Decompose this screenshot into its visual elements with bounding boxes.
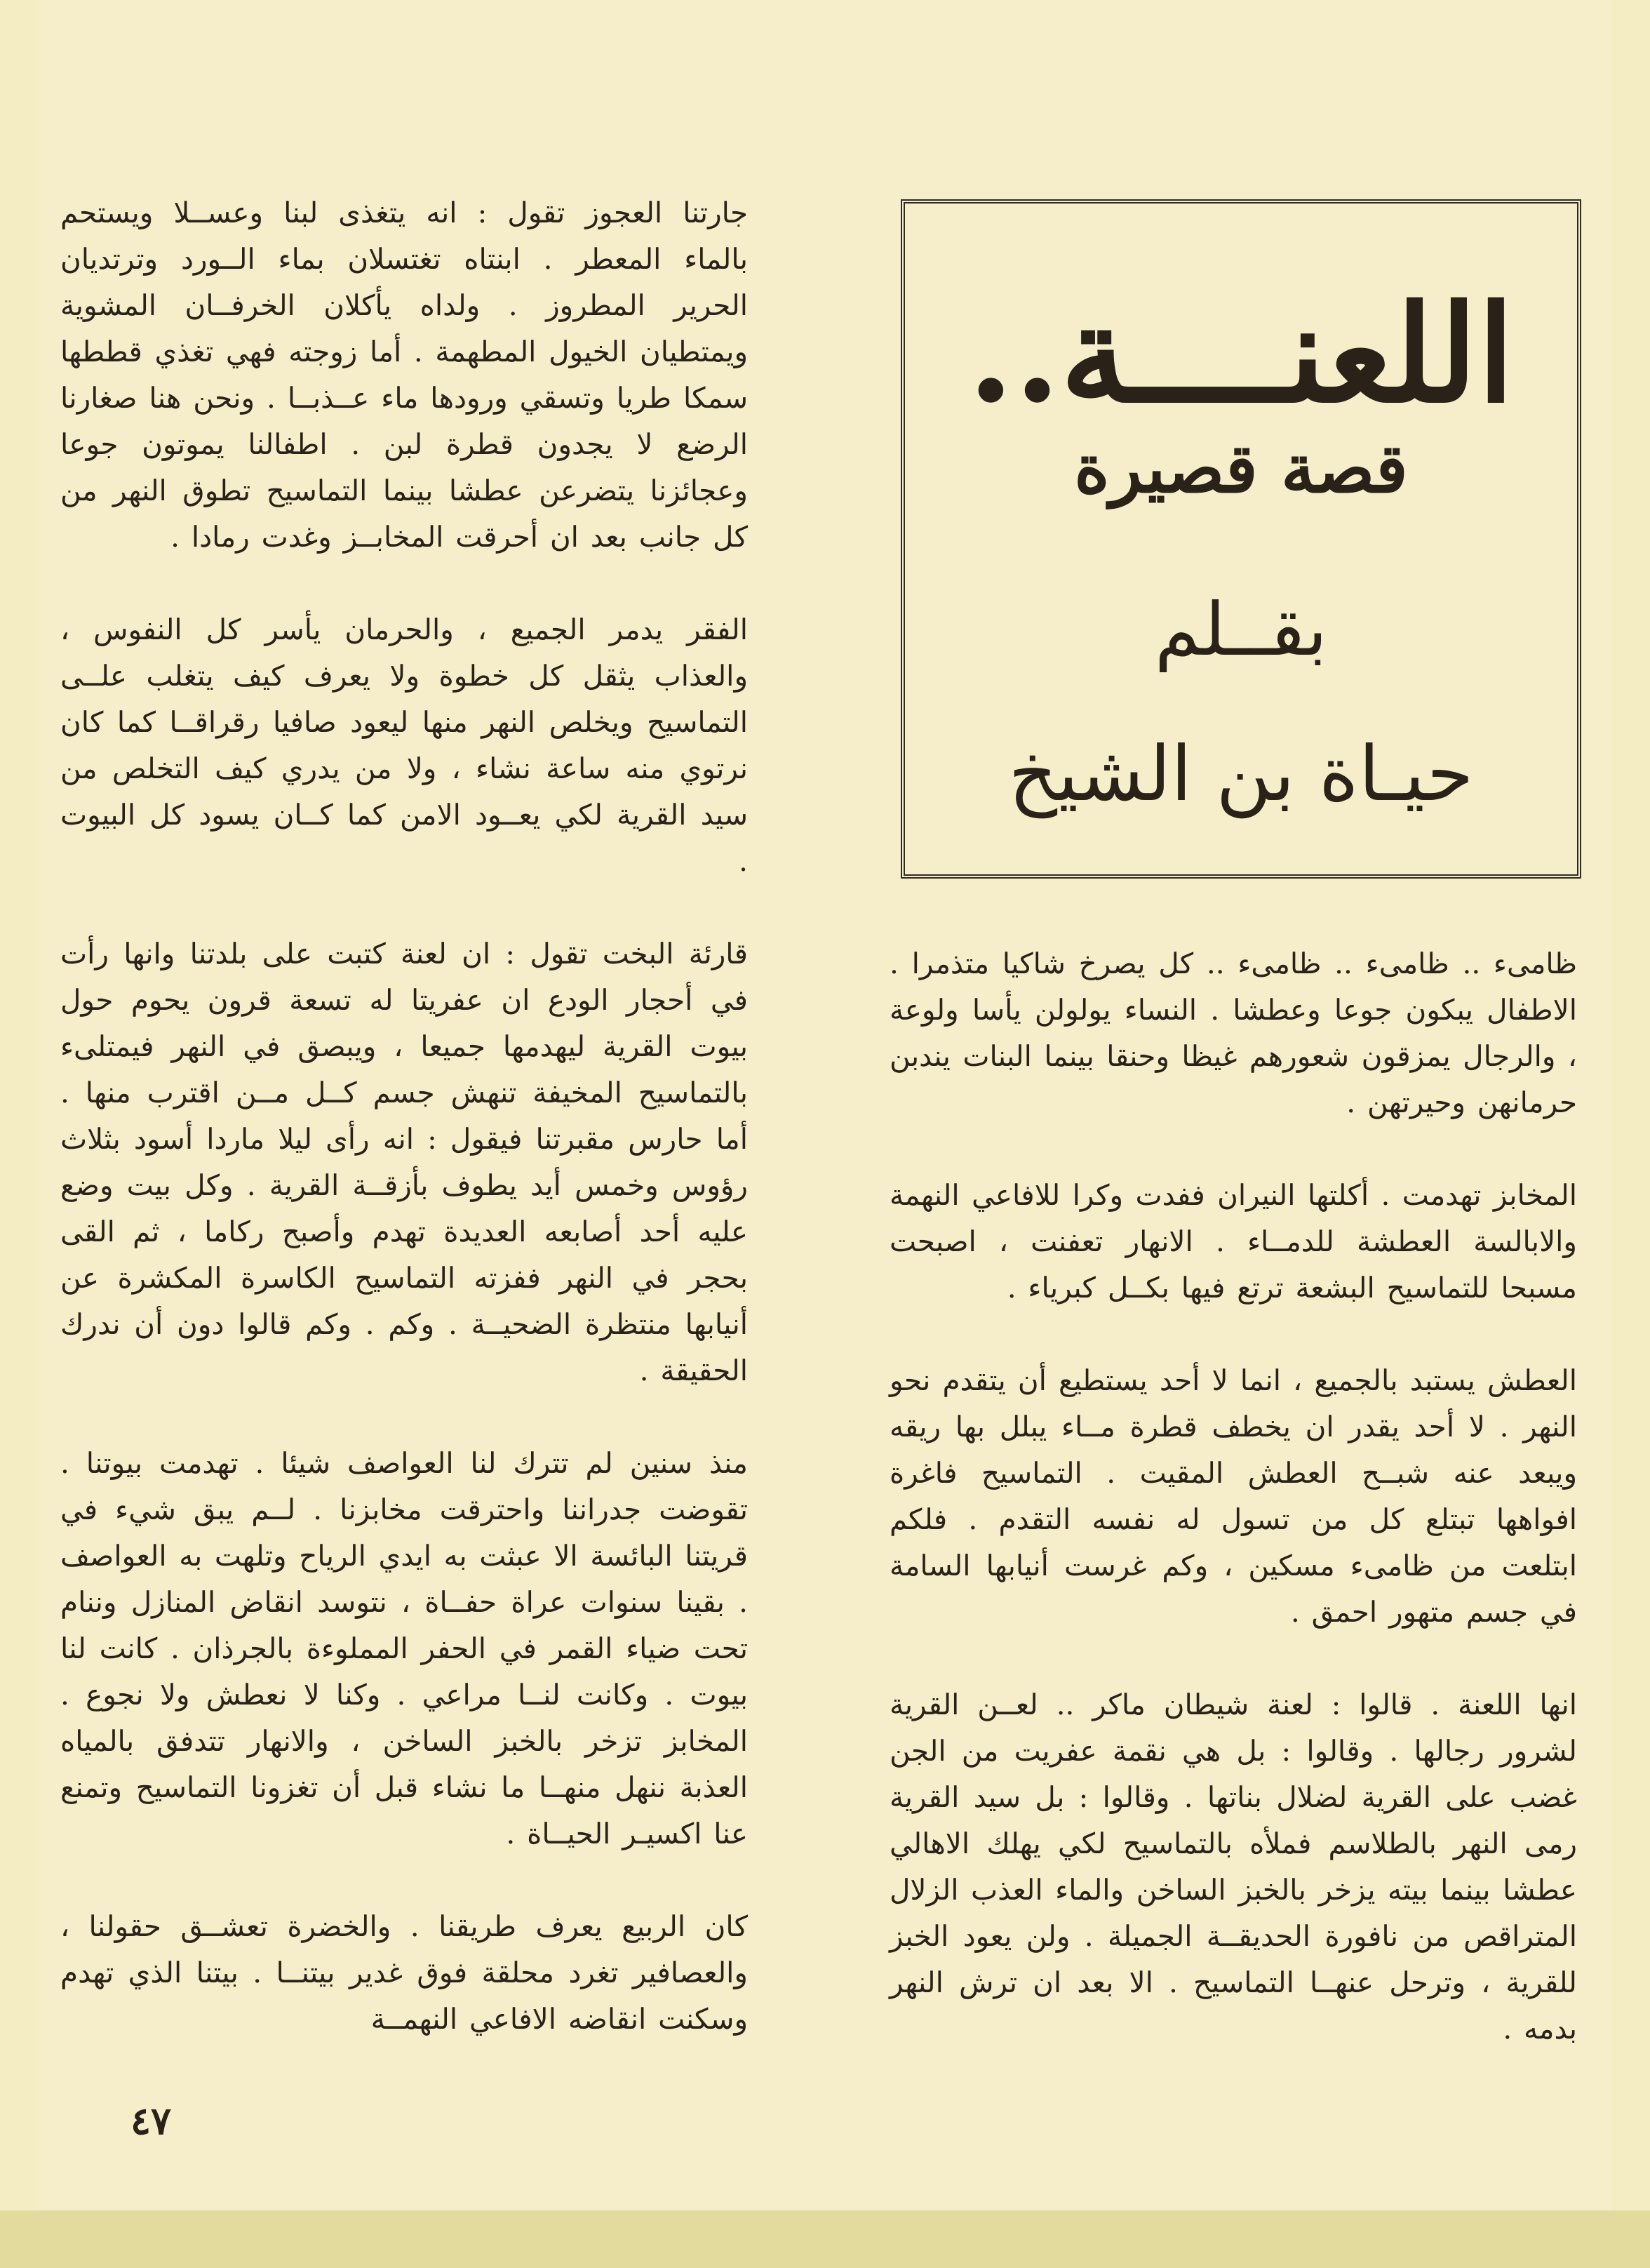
paragraph: الفقر يدمر الجميع ، والحرمان يأسر كل النفوس ، والعذاب يثقل كل خطوة ولا يعرف كيف يتغلب علــى التماسيح ويخلص النهر منها ليعود صافيا رقراقــا كما كان نرتوي منه ساعة نشاء ، ولا من يدري كيف التخلص من سيد القرية لكي يعــود الامن كما كــان يسود كل البيوت . [60,613,749,878]
page-number: ٤٧ [130,2098,172,2143]
page-bottom-margin [0,2210,1650,2268]
title-box [901,199,1581,879]
right-text-column [890,940,1577,2098]
story-subtitle: قصة قصيرة [1074,429,1408,508]
author-name: حيـاة بن الشيخ [1008,731,1474,818]
paragraph: جارتنا العجوز تقول : انه يتغذى لبنا وعســلا ويستحم بالماء المعطر . ابنتاه تغتسلان بماء الــورد وترتديان الحرير المطروز . ولداه يأكلان الخرفــان المشوية ويمتطيان الخيول المطهمة . أما زوجته فهي تغذي قططها سمكا طريا وتسقي ورودها ماء عــذبــا . ونحن هنا صغارنا الرضع لا يجدون قطرة لبن . اطفالنا يموتون جوعا وعجائزنا يتضرعن عطشا بينما التماسيح تطوق النهر من كل جانب بعد ان أحرقت المخابــز وغدت رمادا . [60,196,748,554]
paragraph: منذ سنين لم تترك لنا العواصف شيئا . تهدمت بيوتنا . تقوضت جدراننا واحترقت مخابزنا . لــم يبق شيء في قريتنا البائسة الا عبثت به ايدي الرياح وتلهت به العواصف . بقينا سنوات عراة حفــاة ، نتوسد انقاض المنازل وننام تحت ضياء القمر في الحفر المملوءة بالجرذان . كانت لنا بيوت . وكانت لنــا مراعي . وكنا لا نعطش ولا نجوع . المخابز تزخر بالخبز الساخن ، والانهار تتدفق بالمياه العذبة ننهل منهــا ما نشاء قبل أن تغزونا التماسيح وتمنع عنا اكسيـر الحيــاة . [60,1446,748,1850]
paragraph: ظامىء .. ظامىء .. ظامىء .. كل يصرخ شاكيا متذمرا . الاطفال يبكون جوعا وعطشا . النساء يولولن يأسا ولوعة ، والرجال يمزقون شعورهم غيظا وحنقا بينما البنات يندبن حرمانهن وحيرتهن . [890,947,1577,1119]
paragraph: العطش يستبد بالجميع ، انما لا أحد يستطيع أن يتقدم نحو النهر . لا أحد يقدر ان يخطف قطرة مــاء يبلل بها ريقه ويبعد عنه شبــح العطش المقيت . التماسيح فاغرة افواهها تبتلع كل من تسول له نفسه التقدم . فلكم ابتلعت من ظامىء مسكين ، وكم غرست أنيابها السامة في جسم متهور احمق . [890,1363,1577,1629]
paragraph: المخابز تهدمت . أكلتها النيران ففدت وكرا للافاعي النهمة والابالسة العطشة للدمــاء . الانهار تعفنت ، اصبحت مسبحا للتماسيح البشعة ترتع فيها بكــل كبرياء . [890,1178,1577,1305]
left-text-column [60,189,748,2088]
paragraph: انها اللعنة . قالوا : لعنة شيطان ماكر .. لعــن القرية لشرور رجالها . وقالوا : بل هي نقمة عفريت من الجن غضب على القرية لضلال بناتها . وقالوا : بل سيد القرية رمى النهر بالطلاسم فملأه بالتماسيح لكي يهلك الاهالي عطشا بينما بيته يزخر بالخبز الساخن والماء العذب الزلال المتراقص من نافورة الحديقــة الجميلة . ولن يعود الخبز للقرية ، وترحل عنهــا التماسيح . الا بعد ان ترش النهر بدمه . [890,1688,1577,2046]
paragraph: كان الربيع يعرف طريقنا . والخضرة تعشــق حقولنا ، والعصافير تغرد محلقة فوق غدير بيتنــا . بيتنا الذي تهدم وسكنت انقاضه الافاعي النهمــة [60,1909,748,2036]
byline-label: بقــلم [1154,587,1328,672]
paragraph: قارئة البخت تقول : ان لعنة كتبت على بلدتنا وانها رأت في أحجار الودع ان عفريتا له تسعة قرون يحوم حول بيوت القرية ليهدمها جميعا ، ويبصق في النهر فيمتلىء بالتماسيح المخيفة تنهش جسم كــل مــن اقترب منها . أما حارس مقبرتنا فيقول : انه رأى ليلا ماردا أسود بثلاث رؤوس وخمس أيد يطوف بأزقــة القرية . وكل بيت وضع عليه أحد أصابعه العديدة تهدم وأصبح ركاما ، ثم القى بحجر في النهر ففزته التماسيح الكاسرة المكشرة عن أنيابها منتظرة الضحيــة . وكم . وكم قالوا دون أن ندرك الحقيقة . [60,937,748,1387]
story-title: اللعنــــة.. [967,276,1515,432]
